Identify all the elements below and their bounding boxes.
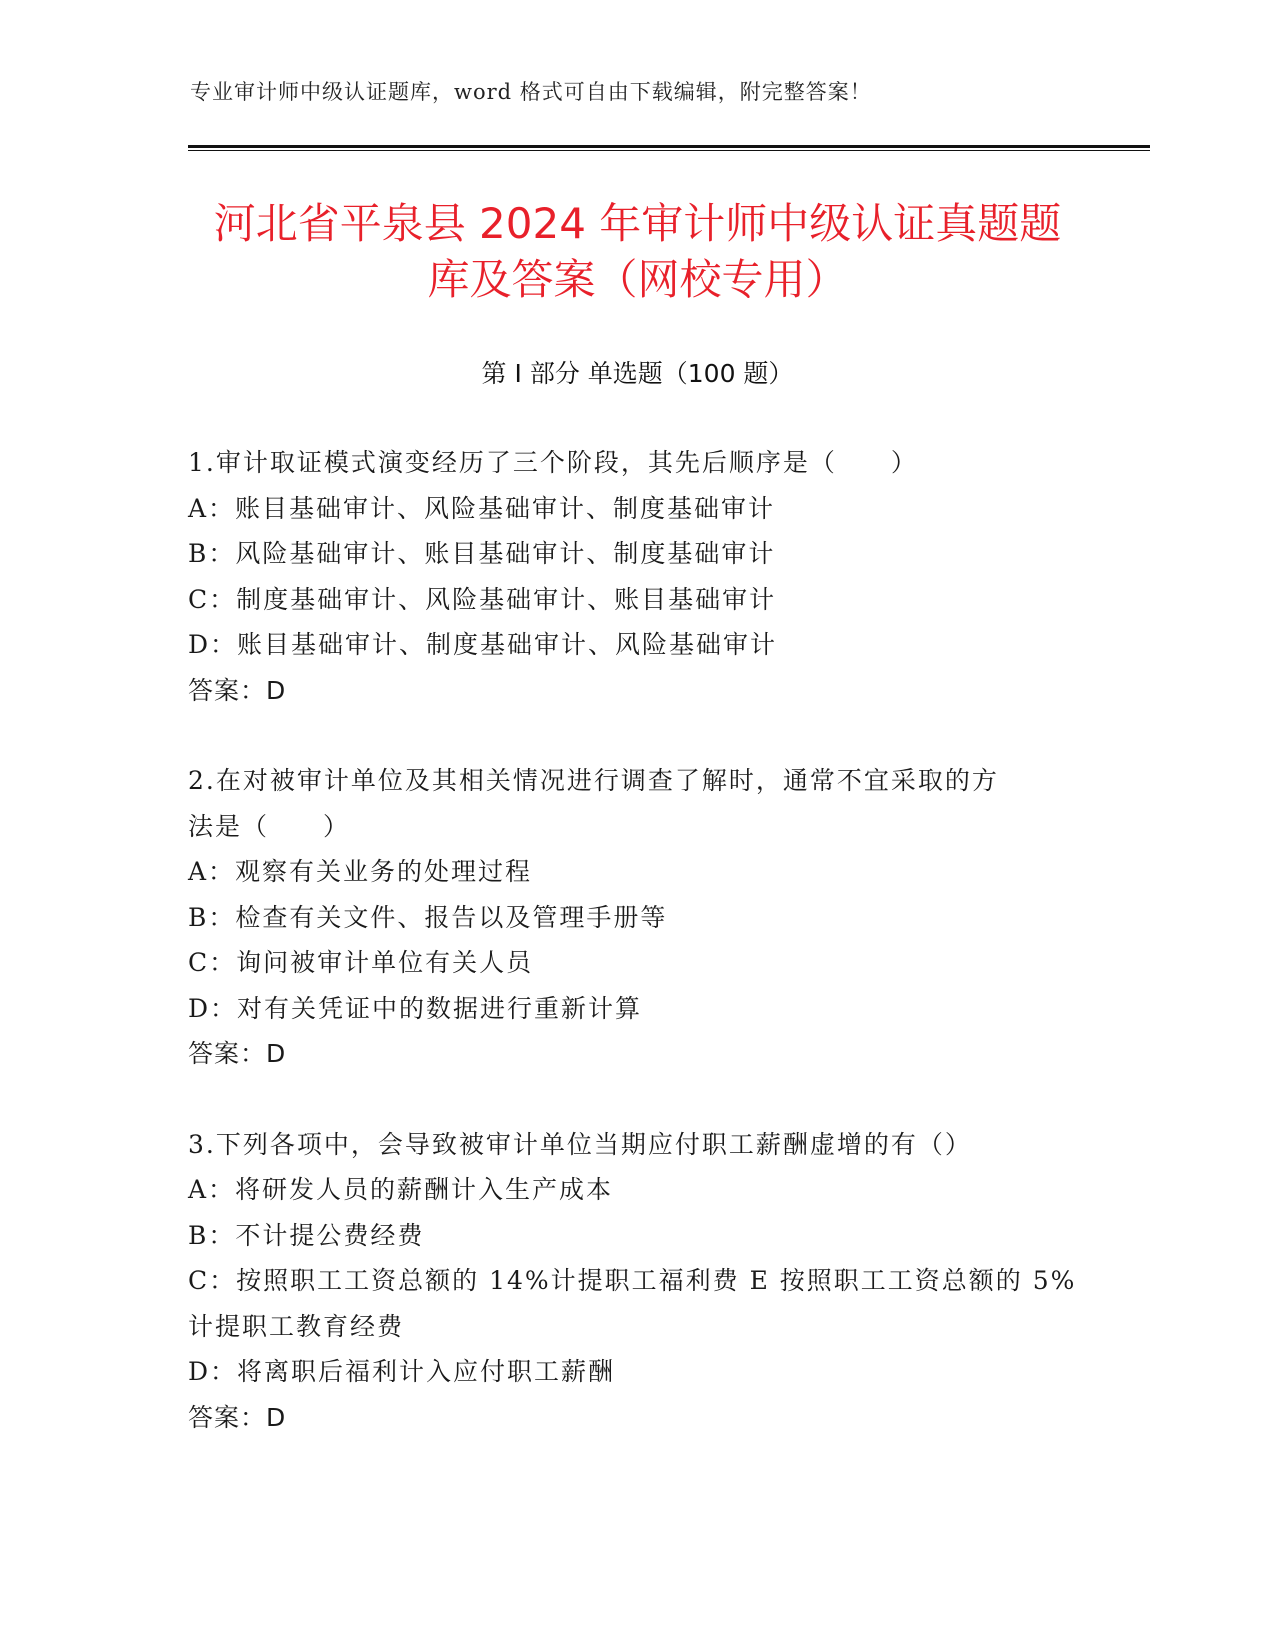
option-c: C：询问被审计单位有关人员 [188,948,534,977]
question-2 [188,758,1088,1077]
question-1 [188,440,1088,713]
answer: 答案：D [188,1039,287,1068]
option-a: A：观察有关业务的处理过程 [188,857,533,886]
title-line-2: 库及答案（网校专用） [427,255,848,304]
option-d: D：将离职后福利计入应付职工薪酬 [188,1357,616,1386]
answer: 答案：D [188,675,287,705]
question-3 [188,1122,1088,1441]
option-b: B：不计提公费经费 [188,1220,425,1250]
option-b: B：检查有关文件、报告以及管理手册等 [188,902,668,932]
header-divider-thin [188,150,1150,151]
question-stem: 1.审计取证模式演变经历了三个阶段，其先后顺序是（ ） [188,448,918,477]
section-heading: 第 I 部分 单选题（100 题） [481,359,794,388]
title-line-1: 河北省平泉县 2024 年审计师中级认证真题题 [213,199,1062,248]
answer: 答案：D [188,1402,287,1432]
question-stem: 2.在对被审计单位及其相关情况进行调查了解时，通常不宜采取的方 [188,766,999,795]
question-stem-continued: 法是（ ） [188,811,351,841]
header-divider-thick [188,145,1150,148]
question-stem: 3.下列各项中，会导致被审计单位当期应付职工薪酬虚增的有（） [188,1129,972,1159]
document-title [150,196,1125,308]
option-b: B：风险基础审计、账目基础审计、制度基础审计 [188,539,776,568]
option-c: C：制度基础审计、风险基础审计、账目基础审计 [188,584,777,614]
option-a: A：账目基础审计、风险基础审计、制度基础审计 [188,493,776,523]
option-d: D：账目基础审计、制度基础审计、风险基础审计 [188,630,778,659]
option-c-continued: 计提职工教育经费 [188,1311,405,1341]
question-list [188,440,1088,1485]
option-a: A：将研发人员的薪酬计入生产成本 [188,1175,614,1204]
header-note: 专业审计师中级认证题库，word 格式可自由下载编辑，附完整答案！ [190,80,872,104]
option-d: D：对有关凭证中的数据进行重新计算 [188,993,643,1023]
option-c: C：按照职工工资总额的 14%计提职工福利费 E 按照职工工资总额的 5% [188,1266,1077,1295]
